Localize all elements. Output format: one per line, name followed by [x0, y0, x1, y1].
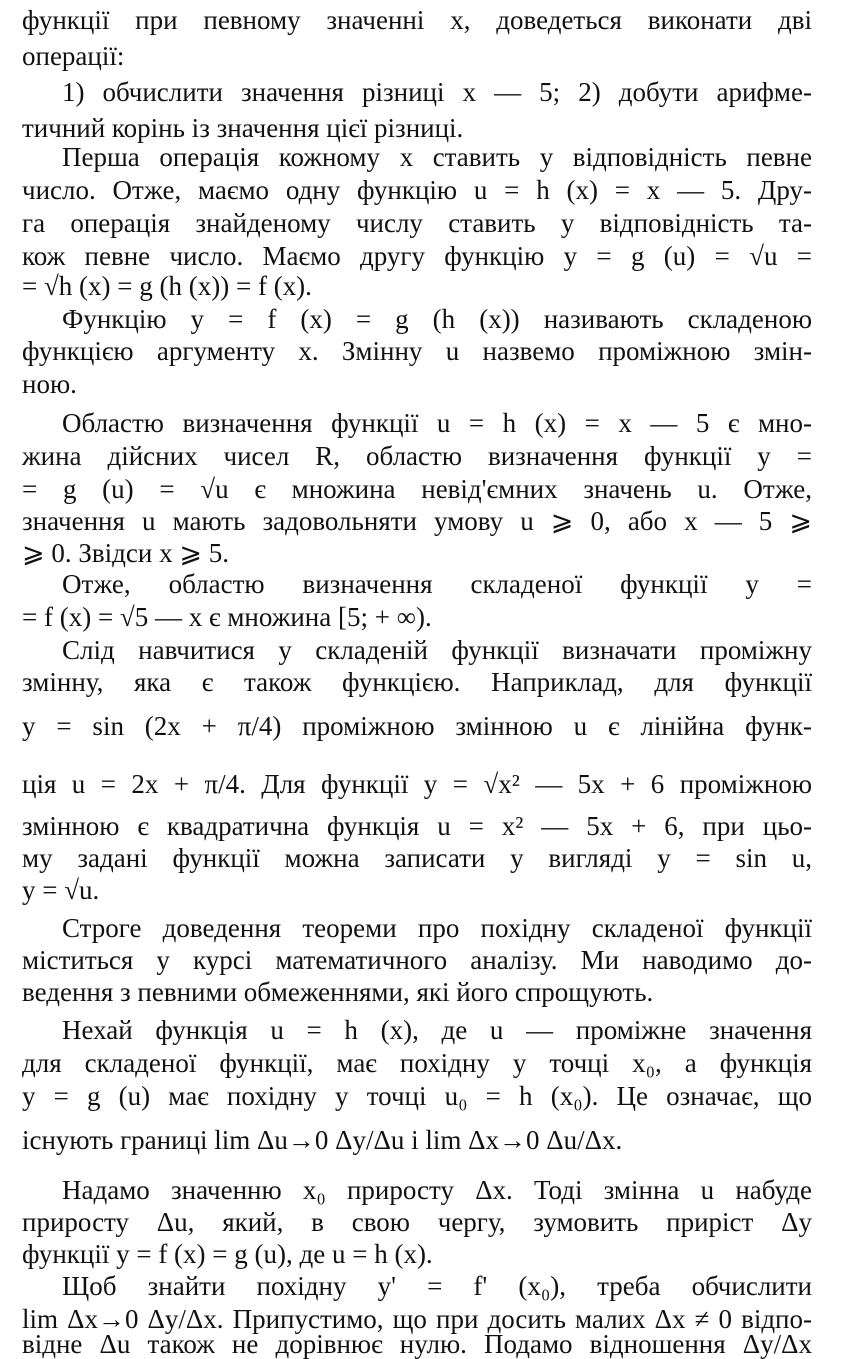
text-line: змінною є квадратична функція u = x² — 5x + 6, при цьо-: [22, 811, 812, 841]
text-line: операції:: [22, 41, 125, 71]
text-line: Строге доведення теореми про похідну складеної функції: [62, 913, 812, 943]
text-line: Областю визначення функції u = h (x) = x — 5 є мно-: [62, 408, 812, 438]
text-line: Надамо значенню x₀ приросту Δx. Тоді змінна u набуде: [62, 1175, 812, 1205]
text-line: Щоб знайти похідну y' = f' (x₀), треба обчислити: [62, 1271, 812, 1301]
text-line: lim Δx→0 Δy/Δx. Припустимо, що при досить малих Δx ≠ 0 відпо-: [22, 1304, 812, 1334]
text-line: існують границі lim Δu→0 Δy/Δu і lim Δx→0 Δu/Δx.: [22, 1125, 623, 1155]
text-line: ⩾ 0. Звідси x ⩾ 5.: [22, 538, 229, 568]
text-line: число. Отже, маємо одну функцію u = h (x) = x — 5. Дру-: [22, 175, 812, 205]
text-line: y = √u.: [22, 875, 100, 905]
text-line: відне Δu також не дорівнює нулю. Подамо відношення Δy/Δx: [22, 1329, 812, 1359]
text-line: приросту Δu, який, в свою чергу, зумовить приріст Δy: [22, 1207, 812, 1237]
text-line: = √h (x) = g (h (x)) = f (x).: [22, 271, 312, 301]
text-line: Перша операція кожному x ставить у відповідність певне: [62, 142, 812, 172]
text-line: y = sin (2x + π/4) проміжною змінною u є лінійна функ-: [22, 711, 812, 741]
text-line: міститься у курсі математичного аналізу. Ми наводимо до-: [22, 945, 812, 975]
text-line: Нехай функція u = h (x), де u — проміжне значення: [62, 1015, 812, 1045]
text-line: Отже, областю визначення складеної функції y =: [62, 569, 812, 599]
text-line: значення u мають задовольняти умову u ⩾ 0, або x — 5 ⩾: [22, 506, 812, 536]
text-line: змінну, яка є також функцією. Наприклад, для функції: [22, 667, 812, 697]
text-line: жина дійсних чисел R, областю визначення функції y =: [22, 441, 812, 471]
text-line: ція u = 2x + π/4. Для функції y = √x² — 5x + 6 проміжною: [22, 769, 812, 799]
text-line: Функцію y = f (x) = g (h (x)) називають складеною: [62, 304, 812, 334]
text-line: га операція знайденому числу ставить у відповідність та-: [22, 208, 812, 238]
text-line: ною.: [22, 369, 77, 399]
text-line: функції y = f (x) = g (u), де u = h (x).: [22, 1239, 433, 1269]
text-line: Слід навчитися у складеній функції визначати проміжну: [62, 635, 812, 665]
text-line: для складеної функції, має похідну у точці x₀, а функція: [22, 1048, 812, 1078]
text-line: функцією аргументу x. Змінну u назвемо проміжною змін-: [22, 336, 812, 366]
text-line: 1) обчислити значення різниці x — 5; 2) добути арифме-: [62, 77, 812, 107]
text-line: му задані функції можна записати у вигляді y = sin u,: [22, 843, 812, 873]
text-line: тичний корінь із значення цієї різниці.: [22, 113, 464, 143]
text-line: = g (u) = √u є множина невід'ємних значень u. Отже,: [22, 474, 812, 504]
text-line: кож певне число. Маємо другу функцію y = g (u) = √u =: [22, 241, 812, 271]
text-line: функції при певному значенні x, доведеться виконати дві: [22, 5, 812, 35]
text-line: = f (x) = √5 — x є множина [5; + ∞).: [22, 602, 432, 632]
text-line: ведення з певними обмеженнями, які його спрощують.: [22, 977, 654, 1007]
text-line: y = g (u) має похідну у точці u₀ = h (x₀). Це означає, що: [22, 1081, 812, 1111]
